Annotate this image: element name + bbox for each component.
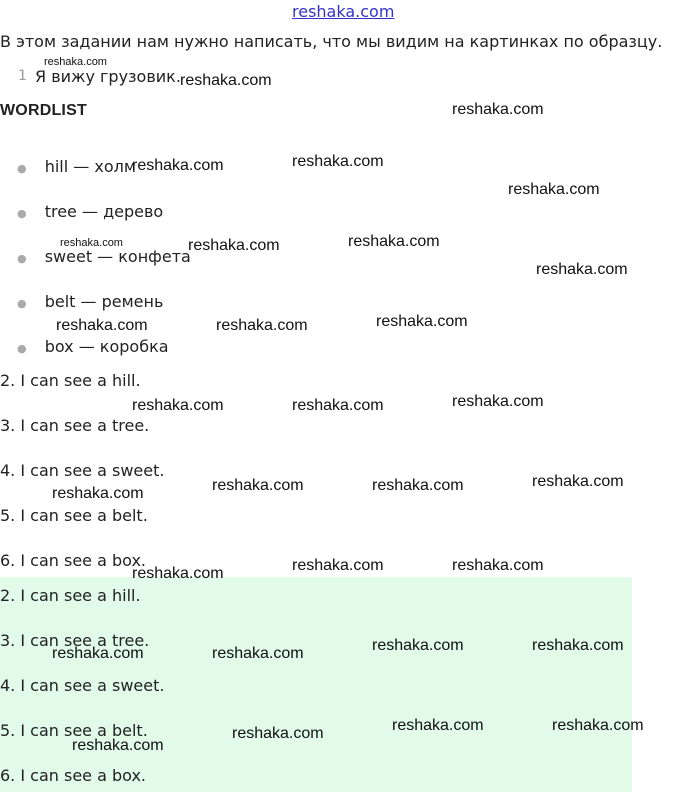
watermark: reshaka.com <box>292 153 384 170</box>
wordlist-item-text: hill — холм <box>44 157 136 176</box>
watermark: reshaka.com <box>392 717 484 734</box>
answer-line: 3. I can see a tree. <box>0 631 150 650</box>
watermark: reshaka.com <box>44 56 107 68</box>
sentence-line: 2. I can see a hill. <box>0 371 141 390</box>
wordlist-item-text: tree — дерево <box>44 202 164 221</box>
wordlist-item <box>17 202 163 221</box>
watermark: reshaka.com <box>72 737 164 754</box>
watermark: reshaka.com <box>188 237 280 254</box>
answer-line: 5. I can see a belt. <box>0 721 148 740</box>
answer-line: 2. I can see a hill. <box>0 586 141 605</box>
watermark: reshaka.com <box>212 645 304 662</box>
watermark: reshaka.com <box>52 645 144 662</box>
answer-line: 4. I can see a sweet. <box>0 676 165 695</box>
watermark: reshaka.com <box>132 157 224 174</box>
watermark: reshaka.com <box>532 637 624 654</box>
watermark: reshaka.com <box>452 101 544 118</box>
watermark: reshaka.com <box>52 485 144 502</box>
watermark: reshaka.com <box>212 477 304 494</box>
watermark: reshaka.com <box>508 181 600 198</box>
watermark: reshaka.com <box>232 725 324 742</box>
bullet-icon: ● <box>17 162 27 175</box>
wordlist-item-text: belt — ремень <box>44 292 164 311</box>
example-number: 1 <box>18 68 27 84</box>
wordlist-item-text: box — коробка <box>44 337 169 356</box>
bullet-icon: ● <box>17 342 27 355</box>
bullet-icon: ● <box>17 207 27 220</box>
watermark: reshaka.com <box>292 397 384 414</box>
bullet-icon: ● <box>17 297 27 310</box>
watermark: reshaka.com <box>180 72 272 89</box>
watermark: reshaka.com <box>216 317 308 334</box>
wordlist-item <box>17 292 163 311</box>
wordlist-heading: WORDLIST <box>0 102 87 119</box>
watermark: reshaka.com <box>452 557 544 574</box>
sentence-line: 4. I can see a sweet. <box>0 461 165 480</box>
bullet-icon: ● <box>17 252 27 265</box>
watermark: reshaka.com <box>372 637 464 654</box>
wordlist-item <box>17 337 169 356</box>
watermark: reshaka.com <box>348 233 440 250</box>
sentence-line: 5. I can see a belt. <box>0 506 148 525</box>
sentence-line: 3. I can see a tree. <box>0 416 150 435</box>
example-sentence: Я вижу грузовик. <box>35 67 181 86</box>
wordlist-item <box>17 157 136 176</box>
wordlist-item <box>17 247 191 266</box>
watermark: reshaka.com <box>536 261 628 278</box>
watermark: reshaka.com <box>532 473 624 490</box>
site-link[interactable]: reshaka.com <box>292 2 395 21</box>
watermark: reshaka.com <box>552 717 644 734</box>
watermark: reshaka.com <box>60 237 123 249</box>
watermark: reshaka.com <box>56 317 148 334</box>
watermark: reshaka.com <box>132 397 224 414</box>
wordlist-item-text: sweet — конфета <box>44 247 191 266</box>
sentence-line: 6. I can see a box. <box>0 551 146 570</box>
task-instruction: В этом задании нам нужно написать, что мы видим на картинках по образцу. <box>0 32 663 51</box>
watermark: reshaka.com <box>452 393 544 410</box>
watermark: reshaka.com <box>132 565 224 582</box>
watermark: reshaka.com <box>372 477 464 494</box>
watermark: reshaka.com <box>376 313 468 330</box>
watermark: reshaka.com <box>292 557 384 574</box>
answer-line: 6. I can see a box. <box>0 766 146 785</box>
